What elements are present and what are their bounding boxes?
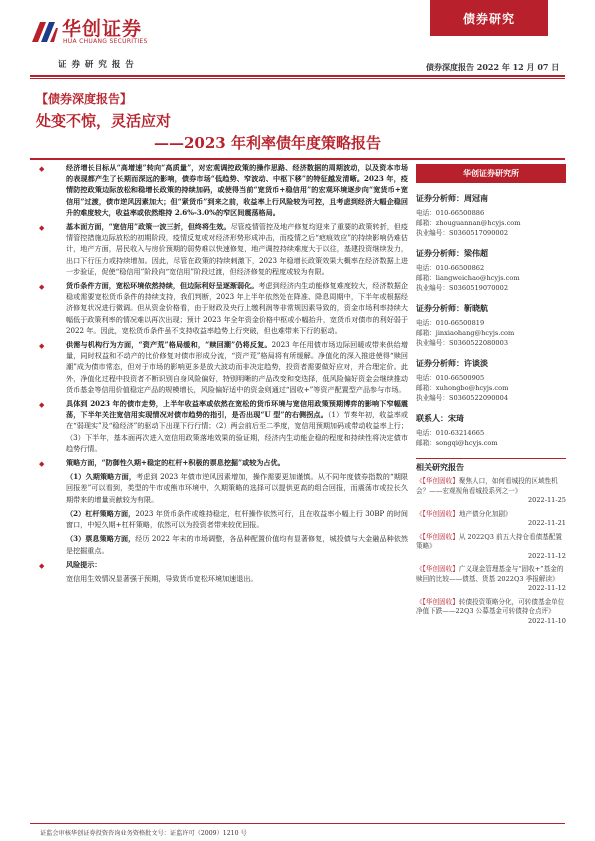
analyst-name: 证券分析师：靳晓航 bbox=[416, 303, 488, 313]
paragraph-bold: 策略方面，“防御性久期+稳定的杠杆+积极的票息挖掘”或较为占优。 bbox=[66, 458, 285, 468]
paragraph-bold: 供需与机构行为方面，“资产荒”格局缓和，“赎回潮”仍将反复。 bbox=[66, 340, 272, 350]
contact-name: 联系人：宋琦 bbox=[416, 413, 464, 423]
report-subtitle: ——2023 年利率债年度策略报告 bbox=[154, 134, 381, 152]
fundamentals-paragraph bbox=[36, 221, 408, 277]
paragraph-text: 尽管疫情管控及地产修复均迎来了重要的政策转折，但疫情管控措施边际放松的初期阶段，疫情反复或对经济形势形成冲击，而疫情之后“疤痕效应”的持续影响仍难估计，地产方面，居民收入与房价预期的弱势难以快速修复，地产调控持续难度大于以往，基建投资继续发力，出口下行压力或持续增加。因此，尽管在政策的持续刺激下，2023 年稳增长政策效果大概率在经济数据上进一步验证，促使“稳信用”阶段向“宽信用”阶段过渡，但经济修复的程度或较为有限。 bbox=[66, 222, 408, 276]
outlook-paragraph bbox=[36, 398, 408, 454]
sub-bold: （2）杠杆策略方面， bbox=[66, 508, 136, 518]
footer-divider bbox=[30, 823, 565, 824]
footer-license: 证监会审核华创证券投资咨询业务资格批文号：证监许可（2009）1210 号 bbox=[40, 830, 247, 837]
header-divider-thin bbox=[30, 78, 565, 79]
paragraph-bold: 经济增长目标从“高增速”转向“高质量”，对宏观调控政策的操作思路、经济数据的周期波动，以及资本市场的表现都产生了长期而深远的影响，债券市场“低趋势、窄波动、中枢下移”的特征越发清晰。2023 年，疫情防控政策边际放松和稳增长政策的持续加码，或使得当前“宽货币+稳信用”的宏观环境逐步向“宽货币+宽信用”过渡，债市逆风因素加大；但“紧货币”到来之前，收益率上行风险较为可控，且考虑到经济大幅企稳回升的难度较大，收益率或依然维持 2.6%-3.0%的窄区间震荡格局。 bbox=[66, 163, 408, 217]
sub-text: 2023 年货币条件或维持稳定，杠杆操作依然可行，且在收益率小幅上行 30BP 的时间窗口，中短久期+杠杆策略，依然可以为投资者带来较优回报。 bbox=[66, 508, 409, 530]
analyst-phone: 电话：010-66500819 bbox=[416, 319, 485, 327]
analyst-name: 证券分析师：许谈淡 bbox=[416, 358, 488, 368]
related-report-tag: 《【华创固收】 bbox=[416, 477, 459, 485]
related-report[interactable] bbox=[416, 533, 566, 562]
related-reports-heading: 相关研究报告 bbox=[416, 458, 566, 473]
analyst-card bbox=[416, 303, 566, 348]
duration-strategy bbox=[36, 471, 408, 505]
analyst-email[interactable]: 邮箱：jinxiaohang@hcyjs.com bbox=[416, 329, 515, 337]
header-left-label: 证 券 研 究 报 告 bbox=[58, 60, 135, 70]
sidebar-heading: 华创证券研究所 bbox=[416, 164, 566, 183]
diamond-bullet-icon: ◆ bbox=[39, 283, 45, 292]
risk-heading: 风险提示： bbox=[66, 559, 102, 569]
analyst-cert: 执业编号：S0360519070002 bbox=[416, 284, 509, 292]
diamond-bullet-icon: ◆ bbox=[39, 224, 45, 233]
logo-chinese-name: 华创证券 bbox=[62, 18, 143, 40]
diamond-bullet-icon: ◆ bbox=[39, 401, 45, 410]
analyst-phone: 电话：010-66500886 bbox=[416, 209, 485, 217]
monetary-paragraph bbox=[36, 280, 408, 336]
title-divider bbox=[30, 158, 565, 160]
related-report-tag: 《【华创固收】 bbox=[416, 532, 459, 541]
analyst-card bbox=[416, 193, 566, 238]
related-report-date: 2022-11-12 bbox=[527, 584, 566, 592]
analyst-phone: 电话：010-66500905 bbox=[416, 374, 485, 382]
coupon-strategy bbox=[36, 533, 408, 555]
report-title: 处变不惊，灵活应对 bbox=[36, 112, 172, 130]
analyst-email[interactable]: 邮箱：zhouguannan@hcyjs.com bbox=[416, 219, 521, 227]
sidebar bbox=[416, 164, 566, 626]
diamond-bullet-icon: ◆ bbox=[39, 460, 45, 469]
risk-paragraph bbox=[36, 559, 408, 570]
paragraph-text: 考虑到经济内生动能修复难度较大，经济数据企稳或需要宽松货币条件的持续支持，我们判断，2023 年上半年依然处在降准、降息周期中，下半年或根据经济修复状况进行微调。但从资金价格看，由于财政及央行上缴利润等非常规因素导致的，资金市场利率持续大幅低于政策利率的情况难以再次出现；预计 2023 年全年资金价格中枢或小幅抬升，宽货币对债市的利好弱于 2022 年。因此，宽松货币条件虽不支持收益率趋势上行突破，但也难带来下行的驱动。 bbox=[66, 281, 409, 335]
analyst-cert: 执业编号：S0360517090002 bbox=[416, 229, 509, 237]
report-kicker: 【债券深度报告】 bbox=[36, 92, 133, 106]
header-divider bbox=[30, 75, 565, 77]
analyst-phone: 电话：010-66500862 bbox=[416, 264, 485, 272]
related-report[interactable] bbox=[416, 477, 566, 506]
diamond-bullet-icon: ◆ bbox=[39, 342, 45, 351]
related-report-tag: 《【华创固收】 bbox=[416, 565, 459, 573]
paragraph-bold: 基本面方面，“宽信用”政策一波三折，但终将生效。 bbox=[66, 222, 231, 232]
related-report-date: 2022-11-25 bbox=[527, 496, 566, 504]
paragraph-bold: 具体到 2023 年的债市走势，上半年收益率或依然在宽松的货币环境与宽信用政策预期博弈的影响下窄幅震荡，下半年关注宽信用实现情况对债市趋势的指引，是否出现“U 型”的右侧拐点。 bbox=[66, 399, 408, 420]
contact-card bbox=[416, 413, 566, 448]
header-right-label: 债券深度报告 2022 年 12 月 07 日 bbox=[426, 62, 560, 72]
diamond-bullet-icon: ◆ bbox=[39, 561, 45, 570]
related-report-date: 2022-11-10 bbox=[527, 616, 566, 625]
summary-paragraph bbox=[36, 162, 408, 218]
related-report-title: 转债投资策略分化，可转债基金单位净值下跌——22Q3 公募基金可转债持仓点评》 bbox=[416, 597, 565, 615]
main-body bbox=[36, 162, 408, 587]
analyst-name: 证券分析师：周冠南 bbox=[416, 193, 488, 203]
strategy-paragraph bbox=[36, 457, 408, 468]
analyst-card bbox=[416, 248, 566, 293]
risk-text: 宽信用生效情况显著强于预期，导致货币宽松环境加速退出。 bbox=[66, 573, 258, 583]
supply-demand-paragraph bbox=[36, 339, 408, 395]
related-report-tag: 《【华创固收】 bbox=[416, 597, 459, 606]
analyst-email[interactable]: 邮箱：xuhongbo@hcyjs.com bbox=[416, 384, 509, 392]
sub-text: 经历 2022 年末的市场调整，各品种配置价值均有显著修复，城投债与大金融品种依然是挖掘重点。 bbox=[66, 534, 408, 555]
related-report[interactable] bbox=[416, 598, 566, 627]
related-report-title: 地产债分化加剧》 bbox=[458, 509, 512, 518]
related-report-date: 2022-11-12 bbox=[527, 551, 566, 560]
diamond-bullet-icon: ◆ bbox=[39, 165, 45, 173]
related-report-tag: 《【华创固收】 bbox=[416, 509, 459, 518]
related-report[interactable] bbox=[416, 565, 566, 594]
analyst-card bbox=[416, 358, 566, 403]
leverage-strategy bbox=[36, 508, 408, 530]
related-report-title: 聚焦人口，如何看城投的区域性机会？——宏观视角看城投系列之一》 bbox=[416, 477, 558, 495]
analyst-cert: 执业编号：S0360522080003 bbox=[416, 339, 509, 347]
category-tag: 债券研究 bbox=[430, 0, 548, 36]
logo-english-name: HUA CHUANG SECURITIES bbox=[63, 38, 148, 45]
analyst-name: 证券分析师：梁伟超 bbox=[416, 248, 488, 258]
company-logo-icon bbox=[30, 14, 60, 44]
paragraph-bold: 货币条件方面，宽松环境依然持续，但边际利好呈逐渐弱化。 bbox=[66, 281, 259, 291]
analyst-cert: 执业编号：S0360522090004 bbox=[416, 394, 509, 402]
contact-email[interactable]: 邮箱：songqi@hcyjs.com bbox=[416, 439, 498, 447]
related-report-date: 2022-11-21 bbox=[527, 519, 566, 527]
related-report-title: 从 2022Q3 前五大持仓看债基配置策略》 bbox=[416, 532, 562, 550]
paragraph-text: （1）节奏年初，收益率或在“弱现实”及“稳经济”的驱动下出现下行行情；（2）两会前后至二季度，宽信用预期加码或带动收益率上行；（3）下半年，基本面再次进入宽信用政策落地效果的验证期，经济内生动能企稳的程度和持续性将决定债市趋势行情。 bbox=[66, 410, 408, 453]
related-report-title: 广义现金管理基金与“固收+”基金的赎回的比较——债基、货基 2022Q3 季报解读》 bbox=[416, 565, 564, 583]
analyst-email[interactable]: 邮箱：liangweichao@hcyjs.com bbox=[416, 274, 520, 282]
contact-phone: 电话：010-63214665 bbox=[416, 429, 485, 437]
paragraph-text: 2023 年任用债市场边际回暖或带来供给增量，同时权益和不动产的比价修复对债市形成分流，“资产荒”格局将有所缓解。净值化的深入推进使得“赎回潮”成为债市常态，但对于市场的影响更多是放大波动而非决定趋势，投资者需要做好应对，并合理定价。此外，净值化过程中投资者不断识别自身风险偏好，特别明晰的产品改变和变迭择，低风险偏好资金会继续推动货币基金等信用价值稳定产品的规模增长，风险偏好适中的资金则通过“固收+”等资产配置型产品参与市场。 bbox=[66, 340, 408, 394]
sub-bold: （3）票息策略方面， bbox=[66, 534, 136, 544]
sub-text: 考虑到 2023 年债市逆风因素增加，操作需要更加谨慎。从不同年度债券指数的“期限回报差”可以看到，类型的牛市或熊市环境中，久期策略的选择可以提供更高的组合回报，而震荡市或拉长久期带来的增量贡献较为有限。 bbox=[66, 472, 409, 504]
related-report[interactable] bbox=[416, 510, 566, 529]
sub-bold: （1）久期策略方面， bbox=[66, 472, 137, 482]
